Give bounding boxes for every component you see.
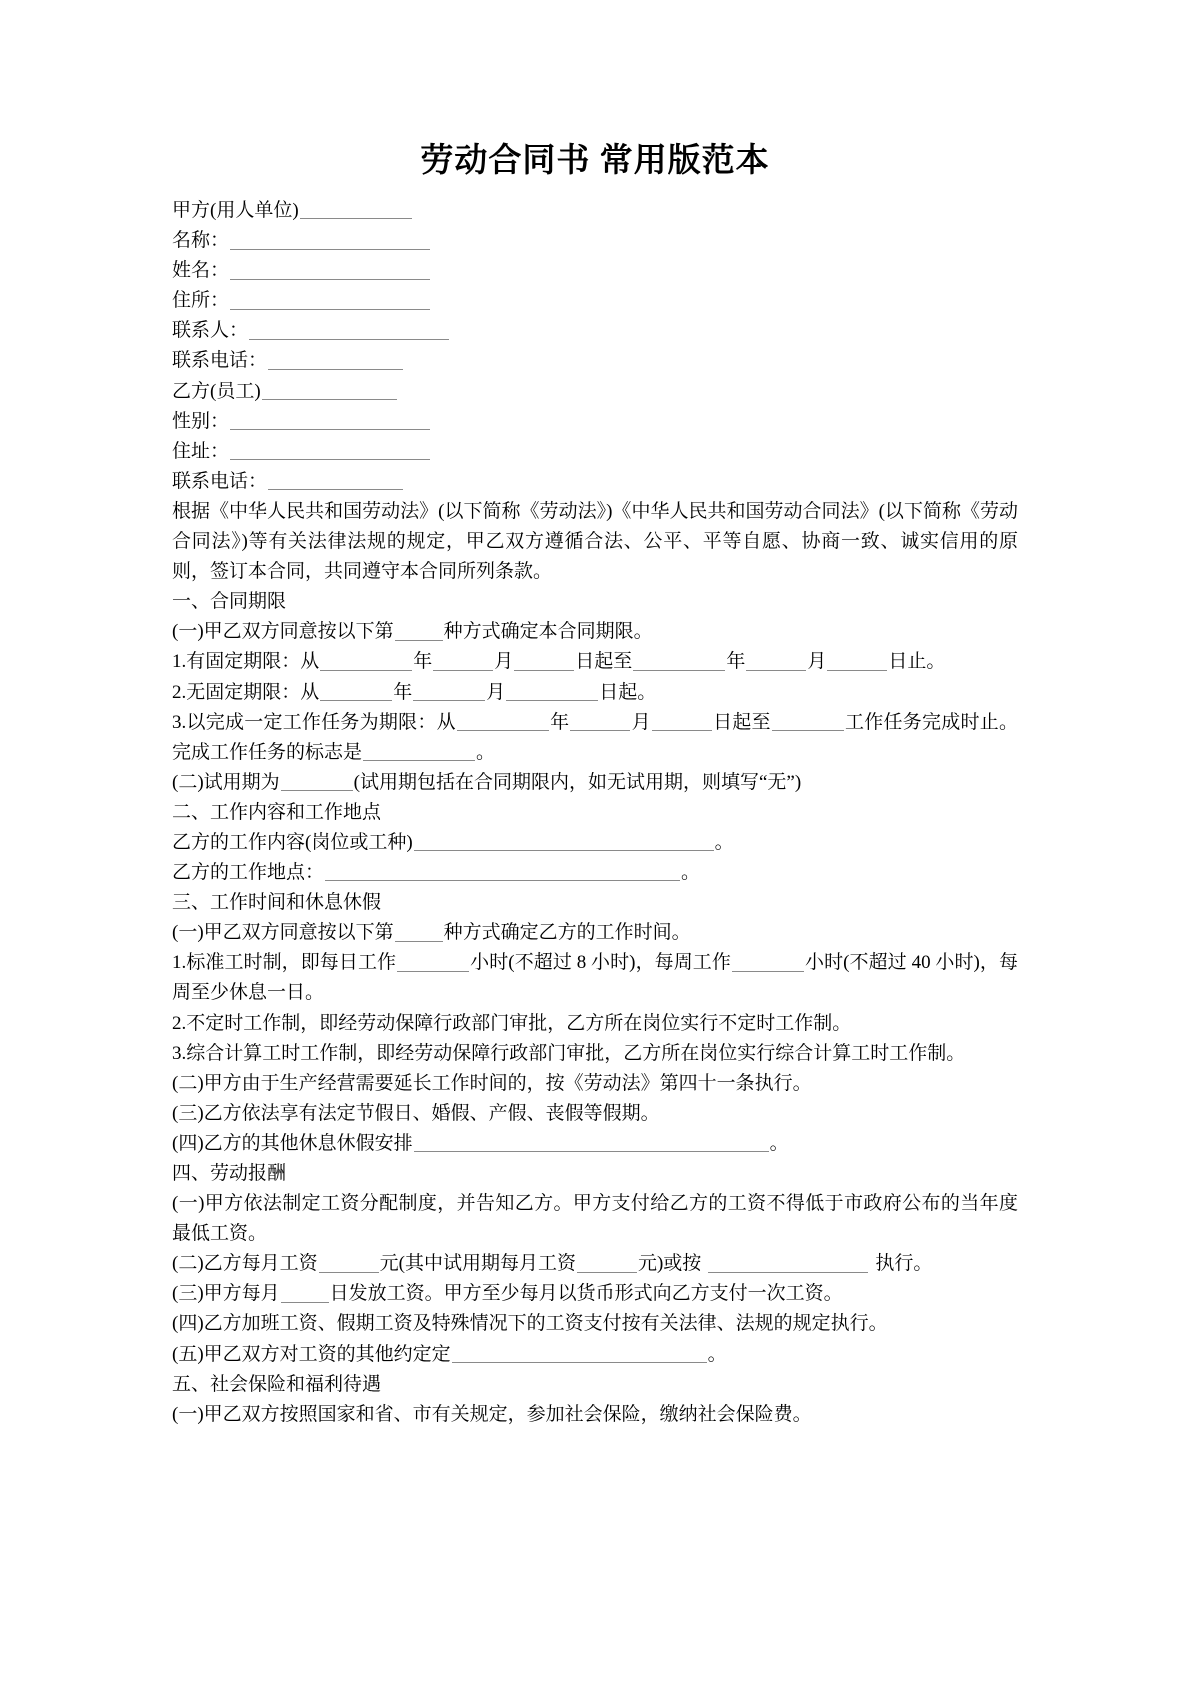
preamble-paragraph: 根据《中华人民共和国劳动法》(以下简称《劳动法》)《中华人民共和国劳动合同法》(以下简称《劳动合同法》)等有关法律法规的规定，甲乙双方遵循合法、公平、平等自愿、协商一致、诚实信用的原则，签订本合同，共同遵守本合同所列条款。 [172, 500, 1018, 583]
section-3-clause-2: (二)甲方由于生产经营需要延长工作时间的，按《劳动法》第四十一条执行。 [172, 1072, 812, 1094]
s1-i1-blank-day2[interactable] [827, 652, 887, 671]
field-phone-a-blank[interactable] [268, 351, 403, 370]
s1-i3-text-a: 3.以完成一定工作任务为期限：从 [172, 711, 456, 733]
field-address-b-label: 住址： [172, 440, 230, 462]
s4-c5-text-b: 。 [707, 1343, 727, 1365]
s3-i1-text-c: 小时(不超过 40 小时)，每周至少休息一日。 [172, 952, 1018, 1004]
s4-c2-text-a: (二)乙方每月工资 [172, 1253, 318, 1275]
section-3-clause-4 [172, 1129, 1018, 1159]
section-4-clause-4: (四)乙方加班工资、假期工资及特殊情况下的工资支付按有关法律、法规的规定执行。 [172, 1313, 888, 1335]
s1-i3-blank-task[interactable] [772, 712, 844, 731]
s1-i2-blank-month[interactable] [413, 682, 485, 701]
field-phone-b-label: 联系电话： [172, 470, 268, 492]
s4-c2-text-d: 执行。 [875, 1253, 933, 1275]
s1-i2-blank-year[interactable] [320, 682, 392, 701]
s4-c3-blank-day[interactable] [281, 1284, 329, 1303]
field-gender-label: 性别： [172, 410, 230, 432]
field-address-b-line [172, 437, 1018, 467]
section-1-clause-2 [172, 768, 1018, 798]
section-5-heading: 五、社会保险和福利待遇 [172, 1373, 382, 1395]
section-1-item-1 [172, 647, 1018, 677]
s1-i2-text-c: 月 [486, 681, 506, 703]
section-1-heading: 一、合同期限 [172, 591, 287, 613]
s3-c1-blank[interactable] [395, 923, 443, 942]
section-3-item-2: 2.不定时工作制，即经劳动保障行政部门审批，乙方所在岗位实行不定时工作制。 [172, 1012, 852, 1034]
s1-i1-blank-day1[interactable] [514, 652, 574, 671]
field-phone-b-line [172, 467, 1018, 497]
section-5-clause-1: (一)甲乙双方按照国家和省、市有关规定，参加社会保险，缴纳社会保险费。 [172, 1403, 812, 1425]
s3-c4-text-b: 。 [769, 1132, 789, 1154]
s1-i1-text-a: 1.有固定期限：从 [172, 651, 320, 673]
field-phone-a-label: 联系电话： [172, 350, 268, 372]
section-4-clause-1: (一)甲方依法制定工资分配制度，并告知乙方。甲方支付给乙方的工资不得低于市政府公布的当年度最低工资。 [172, 1193, 1018, 1245]
section-3-clause-1 [172, 918, 1018, 948]
field-address-a-line [172, 286, 1018, 316]
s1-c2-blank[interactable] [281, 772, 353, 791]
field-name-blank[interactable] [230, 230, 430, 249]
field-gender-blank[interactable] [230, 411, 430, 430]
s1-i2-blank-day[interactable] [506, 682, 598, 701]
s1-i1-text-g: 日止。 [888, 651, 946, 673]
s1-i1-blank-month2[interactable] [746, 652, 806, 671]
field-name-label: 名称： [172, 230, 230, 252]
party-a-header-label: 甲方(用人单位) [172, 200, 299, 221]
s3-i1-blank-weekly[interactable] [732, 953, 804, 972]
field-fullname-label: 姓名： [172, 260, 230, 282]
s1-c1-blank[interactable] [395, 622, 443, 641]
s2-l1-text-b: 。 [714, 831, 734, 853]
s4-c2-text-c: 元)或按 [637, 1253, 702, 1275]
s1-c1-text-a: (一)甲乙双方同意按以下第 [172, 621, 394, 643]
party-a-blank[interactable] [300, 200, 412, 219]
document-body [172, 140, 1018, 1430]
s1-i1-text-c: 月 [494, 651, 514, 673]
field-phone-a-line [172, 346, 1018, 376]
s4-c5-text-a: (五)甲乙双方对工资的其他约定定 [172, 1343, 451, 1365]
s3-i1-text-a: 1.标准工时制，即每日工作 [172, 952, 397, 974]
field-address-a-blank[interactable] [230, 291, 430, 310]
s2-l2-blank[interactable] [325, 862, 680, 881]
section-2-line-2 [172, 858, 1018, 888]
s1-c2-text-a: (二)试用期为 [172, 771, 280, 793]
s1-i1-text-f: 月 [807, 651, 827, 673]
s4-c3-text-a: (三)甲方每月 [172, 1283, 280, 1305]
s1-i1-blank-year2[interactable] [633, 652, 725, 671]
s4-c2-text-b: 元(其中试用期每月工资 [379, 1253, 576, 1275]
s2-l1-blank[interactable] [414, 832, 714, 851]
s4-c2-blank-wage[interactable] [319, 1254, 379, 1273]
section-2-line-1 [172, 828, 1018, 858]
s1-c2-text-b: (试用期包括在合同期限内，如无试用期，则填写“无”) [353, 771, 802, 793]
s1-i2-text-b: 年 [393, 681, 413, 703]
field-gender-line [172, 407, 1018, 437]
s1-i3-blank-day[interactable] [652, 712, 712, 731]
s2-l1-text-a: 乙方的工作内容(岗位或工种) [172, 831, 413, 853]
party-a-header-line [172, 196, 1018, 226]
page-title: 劳动合同书 常用版范本 [420, 143, 770, 179]
field-contact-person-blank[interactable] [249, 321, 449, 340]
s1-i3-text-d: 日起至 [712, 711, 771, 733]
s1-i2-text-a: 2.无固定期限：从 [172, 681, 320, 703]
party-b-blank[interactable] [262, 381, 397, 400]
section-4-clause-3 [172, 1279, 1018, 1309]
s1-i3-blank-month[interactable] [570, 712, 630, 731]
s4-c5-blank[interactable] [452, 1344, 707, 1363]
section-3-item-1 [172, 948, 1018, 1008]
s1-i3-text-f: 。 [476, 741, 496, 763]
s1-i3-text-b: 年 [549, 711, 570, 733]
s3-c1-text-b: 种方式确定乙方的工作时间。 [443, 922, 691, 944]
section-2-heading: 二、工作内容和工作地点 [172, 801, 382, 823]
field-fullname-blank[interactable] [230, 261, 430, 280]
s3-c4-text-a: (四)乙方的其他休息休假安排 [172, 1132, 413, 1154]
s1-c1-text-b: 种方式确定本合同期限。 [443, 621, 653, 643]
field-phone-b-blank[interactable] [268, 471, 403, 490]
field-fullname-line [172, 256, 1018, 286]
section-1-item-2 [172, 678, 1018, 708]
field-address-a-label: 住所： [172, 290, 230, 312]
s1-i3-text-e: 工作任务完成时止。完成工作任务的标志是 [172, 711, 1018, 763]
party-b-header-label: 乙方(员工) [172, 380, 261, 402]
s1-i1-text-d: 日起至 [575, 651, 633, 673]
section-4-clause-5 [172, 1340, 1018, 1370]
field-contact-person-label: 联系人： [172, 320, 249, 342]
s1-i3-blank-mark[interactable] [363, 742, 475, 761]
field-name-line [172, 226, 1018, 256]
field-address-b-blank[interactable] [230, 441, 430, 460]
field-contact-person-line [172, 316, 1018, 346]
s4-c2-blank-other[interactable] [708, 1254, 868, 1273]
section-4-clause-2 [172, 1249, 1018, 1279]
section-3-heading: 三、工作时间和休息休假 [172, 892, 382, 914]
s2-l2-text-b: 。 [681, 862, 701, 884]
s1-i1-text-b: 年 [413, 651, 433, 673]
s1-i3-blank-year[interactable] [457, 712, 549, 731]
s4-c2-blank-probation-wage[interactable] [577, 1254, 637, 1273]
s1-i1-blank-year1[interactable] [320, 652, 412, 671]
s3-i1-text-b: 小时(不超过 8 小时)，每周工作 [470, 952, 731, 974]
s1-i2-text-d: 日起。 [599, 681, 657, 703]
s1-i3-text-c: 月 [631, 711, 651, 733]
s3-c1-text-a: (一)甲乙双方同意按以下第 [172, 922, 394, 944]
section-1-item-3 [172, 708, 1018, 768]
s3-c4-blank[interactable] [414, 1133, 769, 1152]
party-b-header-line [172, 377, 1018, 407]
section-3-item-3: 3.综合计算工时工作制，即经劳动保障行政部门审批，乙方所在岗位实行综合计算工时工作制。 [172, 1042, 966, 1064]
s4-c3-text-b: 日发放工资。甲方至少每月以货币形式向乙方支付一次工资。 [329, 1283, 843, 1305]
s1-i1-text-e: 年 [726, 651, 746, 673]
s2-l2-text-a: 乙方的工作地点： [172, 862, 325, 884]
s3-i1-blank-daily[interactable] [397, 953, 469, 972]
section-4-heading: 四、劳动报酬 [172, 1163, 287, 1184]
section-1-clause-1 [172, 617, 1018, 647]
section-3-clause-3: (三)乙方依法享有法定节假日、婚假、产假、丧假等假期。 [172, 1102, 660, 1124]
s1-i1-blank-month1[interactable] [433, 652, 493, 671]
